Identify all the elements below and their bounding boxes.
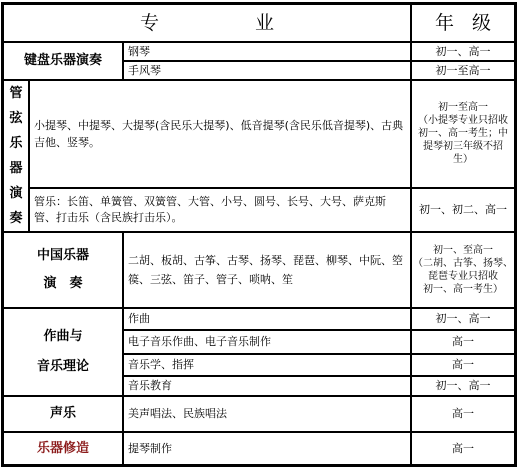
vocal-category: 声乐 <box>3 396 123 432</box>
grade-line: 初一、高一考生） <box>423 284 503 295</box>
keyboard-category: 键盘乐器演奏 <box>3 42 123 80</box>
subject-cell: 手风琴 <box>123 61 411 80</box>
grade-header <box>411 4 515 42</box>
orchestral-category-line-3: 演奏 <box>9 186 23 226</box>
grade-line: （二胡、古筝、扬琴、 <box>413 258 513 269</box>
orchestral-category-line-1: 管弦 <box>9 86 23 126</box>
major-header <box>3 4 411 42</box>
majors-grades-table <box>1 2 517 467</box>
composition-row-composition <box>3 308 515 330</box>
grade-line: （小提琴专业只招收 <box>418 115 508 127</box>
grade-cell <box>411 80 515 188</box>
grade-cell: 初一至高一 <box>411 61 515 80</box>
subject-cell: 作曲 <box>123 308 411 330</box>
grade-cell: 初一、高一 <box>411 42 515 61</box>
subject-cell: 管乐：长笛、单簧管、双簧管、大管、小号、圆号、长号、大号、萨克斯管、打击乐（含民族打击乐）。 <box>29 188 411 232</box>
subject-cell: 钢琴 <box>123 42 411 61</box>
subject-cell: 电子音乐作曲、电子音乐制作 <box>123 330 411 354</box>
major-header-char-2: 业 <box>255 12 275 34</box>
grade-cell: 初一、初二、高一 <box>411 188 515 232</box>
header-row <box>3 4 515 42</box>
subject-cell: 小提琴、中提琴、大提琴(含民乐大提琴)、低音提琴(含民乐低音提琴)、古典吉他、竖琴。 <box>29 80 411 188</box>
chinese-instruments-row <box>3 232 515 308</box>
grade-line: 初一至高一 <box>438 102 488 114</box>
composition-category-line-1: 作曲与 <box>43 329 83 344</box>
grade-line: 生） <box>453 154 473 166</box>
subject-cell: 二胡、板胡、古筝、古琴、扬琴、琵琶、柳琴、中阮、箜篌、三弦、笛子、管子、唢呐、笙 <box>123 232 411 308</box>
subject-cell: 音乐教育 <box>123 376 411 396</box>
chinese-category-line-1: 中国乐器 <box>36 248 89 263</box>
orchestral-category-line-2: 乐器 <box>9 136 23 176</box>
grade-line: 初一、至高一 <box>433 245 493 256</box>
repair-row <box>3 432 515 465</box>
composition-category <box>3 308 123 396</box>
subject-cell: 音乐学、指挥 <box>123 354 411 376</box>
subject-cell: 美声唱法、民族唱法 <box>123 396 411 432</box>
grade-cell: 高一 <box>411 330 515 354</box>
grade-line: 琵琶专业只招收 <box>428 271 498 282</box>
grade-header-char-2: 级 <box>472 12 492 34</box>
orchestral-strings-row <box>3 80 515 188</box>
chinese-category <box>3 232 123 308</box>
composition-category-line-2: 音乐理论 <box>36 359 89 374</box>
repair-category: 乐器修造 <box>3 432 123 465</box>
grade-cell: 初一、高一 <box>411 308 515 330</box>
grade-header-char-1: 年 <box>434 12 454 34</box>
chinese-category-line-2: 演 奏 <box>43 276 83 291</box>
grade-cell: 高一 <box>411 354 515 376</box>
grade-cell: 初一、高一 <box>411 376 515 396</box>
major-header-char-1: 专 <box>139 12 159 34</box>
grade-cell: 高一 <box>411 396 515 432</box>
grade-line: 提琴初三年级不招 <box>423 141 503 153</box>
grade-cell <box>411 232 515 308</box>
orchestral-winds-row <box>3 188 515 232</box>
orchestral-category <box>3 80 29 232</box>
vocal-row <box>3 396 515 432</box>
grade-line: 初一、高一考生；中 <box>418 128 508 140</box>
subject-cell: 提琴制作 <box>123 432 411 465</box>
keyboard-row-piano <box>3 42 515 61</box>
grade-cell: 高一 <box>411 432 515 465</box>
